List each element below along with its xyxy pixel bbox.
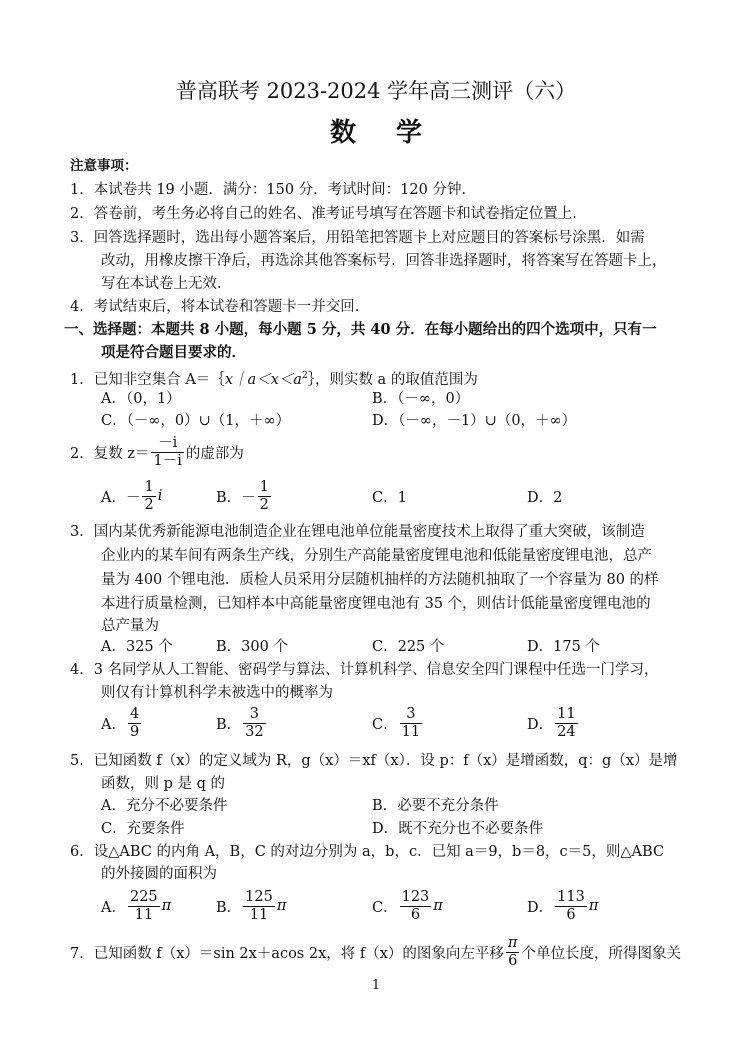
q6-option-c: C． $\frac{123}{6}$ π — [372, 888, 443, 923]
q4-option-a: A． $\frac{4}{9}$ — [101, 705, 140, 740]
question-5-stem: 函数，则 p 是 q 的 — [101, 776, 225, 792]
q6-option-a: A． $\frac{225}{11}$ π — [101, 888, 172, 923]
section-heading-cont: 项是符合题目要求的． — [101, 344, 246, 361]
q5-option-c: C．充要条件 — [101, 821, 185, 837]
q5-option-a: A．充分不必要条件 — [101, 798, 228, 814]
question-3-stem: 总产量为 — [101, 618, 159, 634]
q1-option-a: A．（0，1） — [101, 391, 181, 407]
question-2-stem: 2．复数 z＝ $\frac{-i}{1-i}$ 的虚部为 — [70, 434, 244, 469]
notice-heading: 注意事项： — [70, 158, 138, 174]
question-4-stem: 4．3 名同学从人工智能、密码学与算法、计算机科学、信息安全四门课程中任选一门学习， — [70, 662, 659, 678]
page-number: 1 — [371, 978, 381, 993]
q3-option-c: C．225 个 — [372, 639, 445, 655]
question-6-stem: 的外接圆的面积为 — [101, 866, 217, 882]
q2-option-b: B．－ $\frac{1}{2}$ — [216, 478, 269, 513]
fraction: $\frac{-i}{1-i}$ — [153, 434, 182, 469]
question-3-stem: 企业内的某车间有两条生产线，分别生产高能量密度锂电池和低能量密度锂电池，总产 — [101, 548, 652, 564]
question-7-stem: 7．已知函数 f（x）＝sin 2x＋acos 2x，将 f（x）的图象向左平移 $\frac{\pi}{6}$ 个单位长度，所得图象关 — [70, 934, 681, 969]
q5-option-b: B．必要不充分条件 — [372, 798, 499, 814]
q1-option-b: B．（－∞，0） — [372, 391, 470, 407]
question-3-stem: 本进行质量检测，已知样本中高能量密度锂电池有 35 个，则估计低能量密度锂电池的 — [101, 596, 651, 612]
q6-option-b: B． $\frac{125}{11}$ π — [216, 888, 287, 923]
q4-option-d: D． $\frac{11}{24}$ — [527, 705, 576, 740]
question-3-stem: 3．国内某优秀新能源电池制造企业在锂电池单位能量密度技术上取得了重大突破，该制造 — [70, 524, 645, 540]
q1-option-c: C．（－∞，0）∪（1，＋∞） — [101, 413, 291, 429]
q4-option-c: C． $\frac{3}{11}$ — [372, 705, 421, 740]
q4-option-b: B． $\frac{3}{32}$ — [216, 705, 264, 740]
notice-item: 2．答卷前，考生务必将自己的姓名、准考证号填写在答题卡和试卷指定位置上． — [70, 206, 587, 222]
section-heading: 一、选择题：本题共 8 小题，每小题 5 分，共 40 分．在每小题给出的四个选项中，只有一 — [64, 321, 657, 338]
question-3-stem: 量为 400 个锂电池．质检人员采用分层随机抽样的方法随机抽取了一个容量为 80 的样 — [101, 572, 659, 588]
q3-option-b: B．300 个 — [216, 639, 288, 655]
notice-item: 1．本试卷共 19 小题．满分：150 分．考试时间：120 分钟． — [70, 182, 476, 198]
notice-item: 写在本试卷上无效． — [101, 276, 232, 292]
q6-option-d: D． $\frac{113}{6}$ π — [527, 888, 599, 923]
notice-item: 4．考试结束后，将本试卷和答题卡一并交回． — [70, 299, 370, 315]
question-6-stem: 6．设△ABC 的内角 A，B，C 的对边分别为 a，b，c．已知 a＝9，b＝8，c＝5，则△ABC — [70, 844, 665, 860]
notice-item: 改动，用橡皮擦干净后，再选涂其他答案标号．回答非选择题时，将答案写在答题卡上， — [101, 253, 667, 269]
q3-option-a: A．325 个 — [101, 639, 173, 655]
exam-title: 普高联考 2023-2024 学年高三测评（六） — [175, 79, 577, 103]
question-1-stem: 1．已知非空集合 $A=\{x|a<x<a^2\}$，则实数 a 的取值范围为 — [70, 371, 478, 388]
subject-title: 数学 — [329, 118, 462, 148]
q2-option-c: C．1 — [372, 489, 407, 506]
q3-option-d: D．175 个 — [527, 639, 600, 655]
notice-item: 3．回答选择题时，选出每小题答案后，用铅笔把答题卡上对应题目的答案标号涂黑．如需 — [70, 230, 645, 246]
q2-option-d: D．2 — [527, 489, 563, 506]
question-4-stem: 则仅有计算机科学未被选中的概率为 — [101, 685, 333, 701]
q2-option-a: A．－ $\frac{1}{2}$ i — [101, 478, 163, 513]
question-5-stem: 5．已知函数 f（x）的定义域为 R，g（x）＝xf（x）．设 p：f（x）是增函数，q：g（x）是增 — [70, 753, 678, 769]
q1-option-d: D．（－∞，－1）∪（0，＋∞） — [372, 413, 577, 429]
q5-option-d: D．既不充分也不必要条件 — [372, 821, 544, 837]
